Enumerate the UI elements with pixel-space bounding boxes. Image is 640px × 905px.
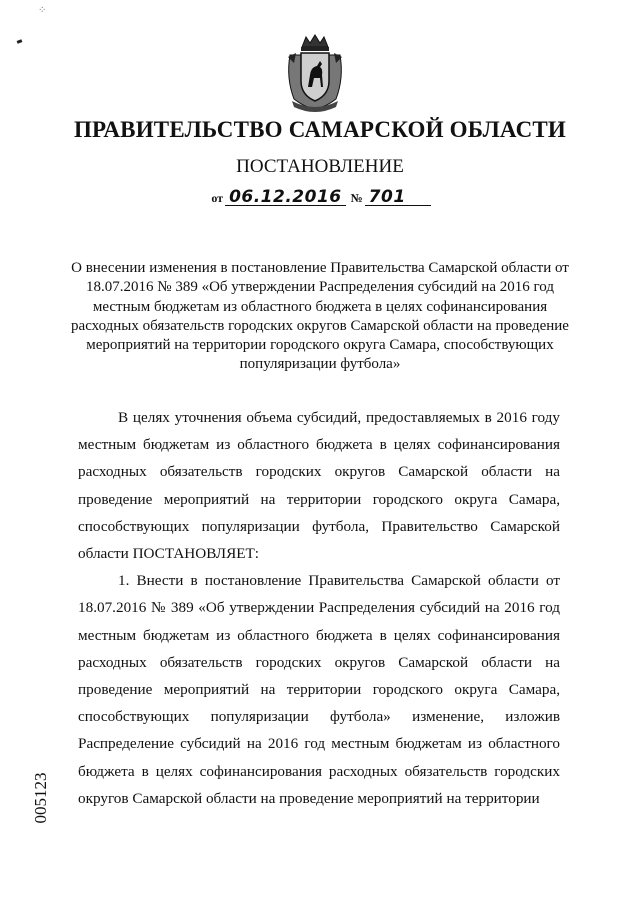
scan-mark-dash xyxy=(17,39,23,44)
document-type: ПОСТАНОВЛЕНИЕ xyxy=(236,156,404,177)
scan-mark: ⁘ xyxy=(38,5,47,16)
document-subject: О внесении изменения в постановление Правительства Самарской области от 18.07.2016 № 389 «Об утверждении Распределения субсидий на 2016 год местным бюджетам из областного бюджета в целях софинансирования расходных обязательств городских округов Самарской области на проведение мероприятий на территории городского округа Самара, способствующих популяризации футбола» xyxy=(71,260,569,373)
date-prefix: от xyxy=(211,191,224,205)
body-paragraph: 1. Внести в постановление Правительства Самарской области от 18.07.2016 № 389 «Об утверждении Распределения субсидий на 2016 год местным бюджетам из областного бюджета в целях софинансирования расходных обязательств городских округов Самарской области на проведение мероприятий на территории городского округа Самара, способствующих популяризации футбола» изменение, изложив Распределение субсидий на 2016 год местным бюджетам из областного бюджета в целях софинансирования расходных обязательств городских округов Самарской области на проведение мероприятий на территории xyxy=(78,572,560,807)
samara-coat-of-arms-icon xyxy=(284,33,346,113)
government-title: ПРАВИТЕЛЬСТВО САМАРСКОЙ ОБЛАСТИ xyxy=(73,117,567,142)
body-paragraph: В целях уточнения объема субсидий, предоставляемых в 2016 году местным бюджетам из областного бюджета в целях софинансирования расходных обязательств городских округов Самарской области на проведение мероприятий на территории городского округа Самара, способствующих популяризации футбола, Правительство Самарской области ПОСТАНОВЛЯЕТ: xyxy=(78,409,560,563)
serial-number-text: 005123 xyxy=(31,772,50,824)
date-value: 06.12.2016 xyxy=(225,189,346,206)
side-serial-number xyxy=(8,768,68,838)
document-body xyxy=(78,404,560,812)
date-number-line xyxy=(0,189,640,206)
number-value: 701 xyxy=(365,189,431,206)
number-prefix: № xyxy=(350,191,363,205)
